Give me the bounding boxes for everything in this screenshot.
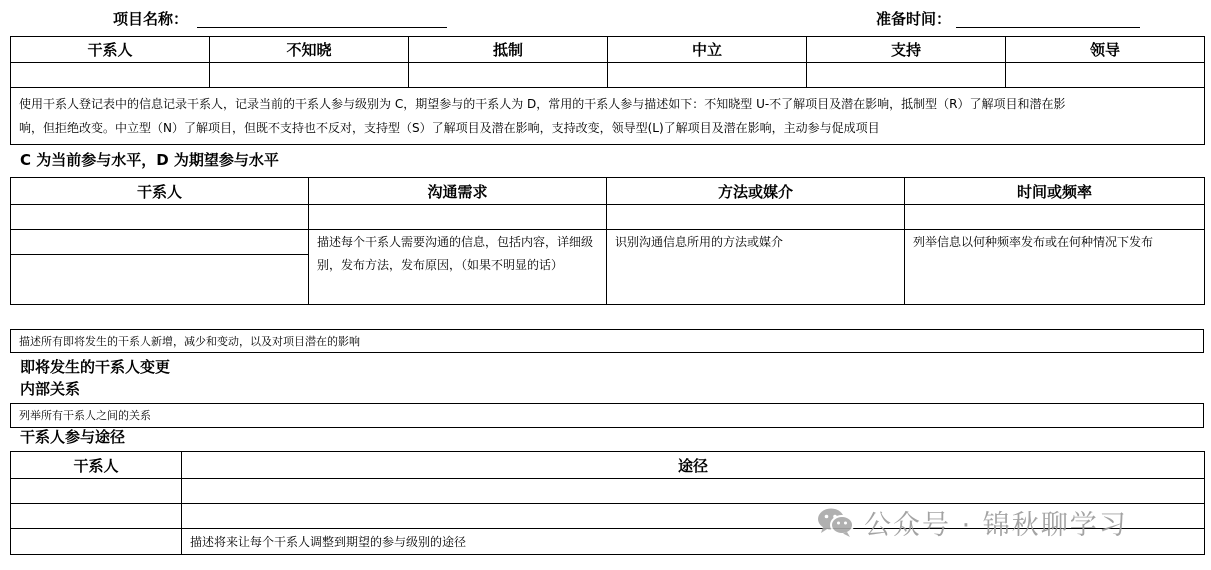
header-stakeholder: 干系人 [11, 37, 210, 63]
prep-time-label: 准备时间： [876, 10, 952, 28]
approach-title: 干系人参与途径 [20, 428, 126, 446]
table-cell[interactable] [409, 63, 608, 88]
watermark-text: 公众号 · 锦秋聊学习 [864, 509, 1128, 541]
approach-header-route: 途径 [182, 452, 1205, 479]
engagement-note-line2: 响，但拒绝改变。中立型（N）了解项目，但既不支持也不反对，支持型（S）了解项目及潜在影响，支持改变，领导型(L)了解项目及潜在影响，主动参与促成项目 [19, 121, 880, 135]
approach-header-stakeholder: 干系人 [11, 452, 182, 479]
communication-table [10, 177, 1205, 305]
relations-desc-box[interactable] [10, 403, 1204, 428]
header-supportive: 支持 [807, 37, 1006, 63]
comm-freq-desc: 列举信息以何种频率发布或在何种情况下发布 [905, 230, 1205, 305]
table-cell[interactable] [11, 230, 309, 255]
table-cell[interactable] [11, 479, 182, 504]
table-cell[interactable] [11, 63, 210, 88]
comm-method-desc: 识别沟通信息所用的方法或媒介 [607, 230, 905, 305]
engagement-table [10, 36, 1205, 145]
table-cell[interactable] [905, 205, 1205, 230]
table-cell[interactable] [608, 63, 807, 88]
wechat-icon [816, 506, 856, 538]
table-cell[interactable] [309, 205, 607, 230]
table-cell[interactable] [11, 504, 182, 529]
relations-title: 内部关系 [20, 380, 81, 398]
header-neutral: 中立 [608, 37, 807, 63]
engagement-note [11, 88, 1205, 145]
table-cell[interactable] [11, 529, 182, 555]
header-leading: 领导 [1006, 37, 1205, 63]
table-cell[interactable] [11, 205, 309, 230]
header-unaware: 不知晓 [210, 37, 409, 63]
approach-desc: 描述将来让每个干系人调整到期望的参与级别的途径 [182, 529, 1205, 555]
level-title: C 为当前参与水平，D 为期望参与水平 [20, 151, 279, 169]
changes-title: 即将发生的干系人变更 [20, 358, 171, 376]
changes-desc: 描述所有即将发生的干系人新增，减少和变动，以及对项目潜在的影响 [19, 335, 360, 348]
table-cell[interactable] [1006, 63, 1205, 88]
table-cell[interactable] [807, 63, 1006, 88]
project-name-underline[interactable] [197, 27, 447, 28]
comm-header-stakeholder: 干系人 [11, 178, 309, 205]
header-resistant: 抵制 [409, 37, 608, 63]
changes-desc-box[interactable] [10, 329, 1204, 353]
table-cell[interactable] [210, 63, 409, 88]
engagement-note-line1: 使用干系人登记表中的信息记录干系人，记录当前的干系人参与级别为 C，期望参与的干系人为 D，常用的干系人参与描述如下：不知晓型 U-不了解项目及潜在影响，抵制型（R）了解项目和潜在影 [19, 97, 1066, 111]
table-cell[interactable] [607, 205, 905, 230]
comm-need-desc: 描述每个干系人需要沟通的信息，包括内容，详细级别，发布方法，发布原因，（如果不明显的话） [309, 230, 607, 305]
comm-header-method: 方法或媒介 [607, 178, 905, 205]
comm-header-needs: 沟通需求 [309, 178, 607, 205]
watermark [816, 502, 1128, 542]
table-cell[interactable] [182, 479, 1205, 504]
comm-header-frequency: 时间或频率 [905, 178, 1205, 205]
table-cell[interactable] [11, 255, 309, 305]
prep-time-underline[interactable] [956, 27, 1140, 28]
relations-desc: 列举所有干系人之间的关系 [19, 409, 151, 422]
project-name-label: 项目名称： [113, 10, 189, 28]
